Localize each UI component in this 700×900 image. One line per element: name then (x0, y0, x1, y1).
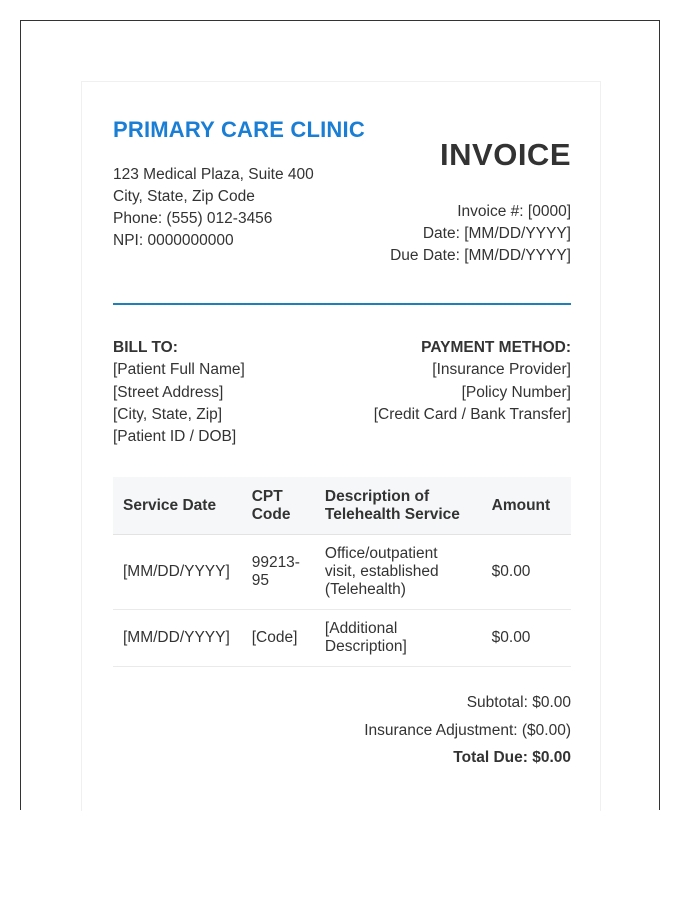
cell-service-date: [MM/DD/YYYY] (113, 610, 242, 667)
clinic-phone: Phone: (555) 012-3456 (113, 210, 273, 227)
clinic-name: PRIMARY CARE CLINIC (113, 117, 365, 142)
clinic-city-line: City, State, Zip Code (113, 188, 255, 205)
invoice-title: INVOICE (440, 137, 571, 172)
clinic-address: 123 Medical Plaza, Suite 400 (113, 166, 314, 183)
insurance-adjustment: Insurance Adjustment: ($0.00) (364, 721, 571, 739)
column-header-cpt-code: CPT Code (242, 477, 315, 535)
payment-line: [Credit Card / Bank Transfer] (373, 405, 571, 423)
invoice-meta (390, 201, 571, 267)
subtotal: Subtotal: $0.00 (466, 694, 571, 711)
invoice-header (113, 112, 571, 312)
table-header-row (113, 477, 571, 535)
invoice-due-date: Due Date: [MM/DD/YYYY] (390, 247, 571, 264)
table-row (113, 535, 571, 610)
invoice-content (113, 112, 571, 766)
bill-to-heading: BILL TO: (113, 339, 178, 356)
invoice-date: Date: [MM/DD/YYYY] (422, 225, 571, 242)
cell-cpt-code: 99213-95 (242, 535, 315, 610)
bill-to-block (113, 337, 245, 448)
column-header-service-date: Service Date (113, 477, 242, 535)
column-header-description: Description of Telehealth Service (315, 477, 482, 535)
bill-to-line: [Patient Full Name] (113, 361, 245, 379)
payment-line: [Policy Number] (461, 383, 571, 401)
bill-to-line: [Patient ID / DOB] (113, 428, 237, 446)
bill-to-line: [City, State, Zip] (113, 405, 223, 423)
invoice-number: Invoice #: [0000] (457, 203, 571, 220)
column-header-amount: Amount (482, 477, 571, 535)
payment-line: [Insurance Provider] (432, 361, 571, 379)
cell-amount: $0.00 (482, 610, 571, 667)
billing-section (113, 337, 571, 457)
invoice-document (81, 81, 601, 811)
clinic-npi: NPI: 0000000000 (113, 232, 234, 249)
totals-block (364, 689, 571, 772)
services-table (113, 477, 571, 667)
cell-service-date: [MM/DD/YYYY] (113, 535, 242, 610)
cell-description: Office/outpatient visit, established (Telehealth) (315, 535, 482, 610)
table-row (113, 610, 571, 667)
cell-amount: $0.00 (482, 535, 571, 610)
header-divider (113, 303, 571, 305)
cell-cpt-code: [Code] (242, 610, 315, 667)
payment-method-heading: PAYMENT METHOD: (421, 339, 571, 356)
clinic-info (113, 164, 314, 252)
payment-method-block (374, 337, 571, 426)
bill-to-line: [Street Address] (113, 383, 224, 401)
total-due: Total Due: $0.00 (453, 749, 571, 766)
cell-description: [Additional Description] (315, 610, 482, 667)
